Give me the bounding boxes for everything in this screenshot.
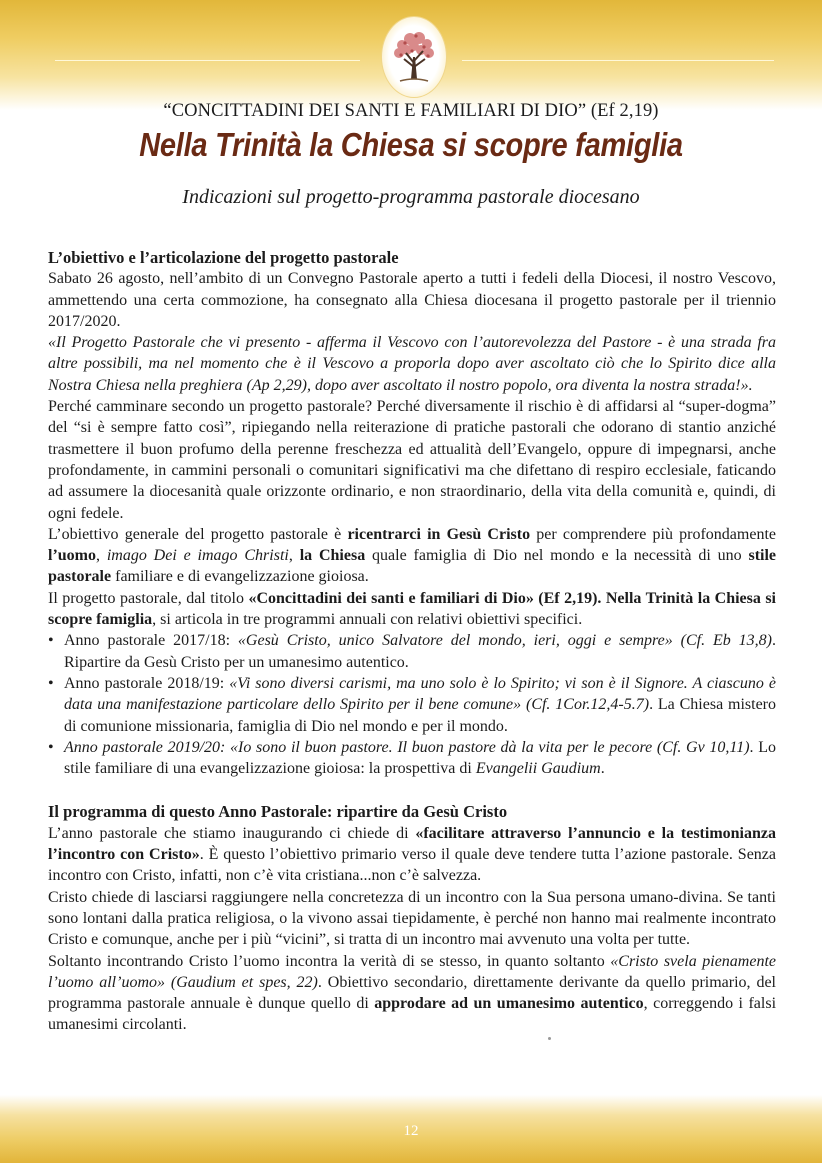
section-heading: L’obiettivo e l’articolazione del progetto pastorale xyxy=(48,248,399,267)
print-speck xyxy=(548,1037,551,1040)
bishop-quote: «Il Progetto Pastorale che vi presento - afferma il Vescovo con l’autorevolezza del Pastore - è una strada fra altre possibili, ma nel momento che è il Vescovo a proporla dopo aver ascoltato ciò che lo Spirito dice alla Nostra Chiesa nella preghiera (Ap 2,29), dopo aver ascoltato il nostro popolo, ora diventa la nostra strada!». xyxy=(48,334,776,394)
page-title: Nella Trinità la Chiesa si scopre famiglia xyxy=(139,126,683,163)
paragraph: Soltanto incontrando Cristo l’uomo incontra la verità di se stesso, in quanto soltanto «Cristo svela pienamente l’uomo all’uomo» (Gaudium et spes, 22). Obiettivo secondario, direttamente derivante da quello primario, del programma pastorale annuale è dunque quello di approdare ad un umanesimo autentico, correggendo i falsi umanesimi circolanti. xyxy=(48,952,777,1034)
tree-icon xyxy=(381,16,447,98)
paragraph: Perché camminare secondo un progetto pastorale? Perché diversamente il rischio è di affidarsi al “super-dogma” del “si è sempre fatto così”, ripiegando nella reiterazione di pratiche pastorali che odorano di stantio anziché trasmettere il buon profumo della perenne freschezza ed attualità dell’Evangelo, oppure di impegnarsi, anche profondamente, in cammini personali o comunitari significativi ma che difettano di respiro ecclesiale, faticando ad assumere la diocesanità quale orizzonte ordinario, e non straordinario, della vita della comunità e, quindi, di ogni fedele. xyxy=(48,398,776,522)
page-tagline: “CONCITTADINI DEI SANTI E FAMILIARI DI DIO” (Ef 2,19) xyxy=(163,101,659,121)
header-rule-right xyxy=(462,60,774,61)
list-item: • Anno pastorale 2019/20: «Io sono il buon pastore. Il buon pastore dà la vita per le pecore (Cf. Gv 10,11). Lo stile familiare di una evangelizzazione gioiosa: la prospettiva di Evangelii Gaudium. xyxy=(48,737,776,780)
paragraph: Sabato 26 agosto, nell’ambito di un Convegno Pastorale aperto a tutti i fedeli della Diocesi, il nostro Vescovo, ammettendo una certa commozione, ha consegnato alla Chiesa diocesana il progetto pastorale per il triennio 2017/2020. xyxy=(48,270,776,330)
header-rule-left xyxy=(55,60,360,61)
paragraph: L’anno pastorale che stiamo inaugurando ci chiede di «facilitare attraverso l’annuncio e la testimonianza l’incontro con Cristo». È questo l’obiettivo primario verso il quale deve tendere tutta l’azione pastorale. Senza incontro con Cristo, infatti, non c’è vita cristiana...non c’è salvezza. xyxy=(48,824,776,885)
paragraph: L’obiettivo generale del progetto pastorale è ricentrarci in Gesù Cristo per comprendere più profondamente l’uomo, imago Dei e imago Christi, la Chiesa quale famiglia di Dio nel mondo e la necessità di uno stile pastorale familiare e di evangelizzazione gioiosa. xyxy=(48,525,777,586)
list-item: • Anno pastorale 2017/18: «Gesù Cristo, unico Salvatore del mondo, ieri, oggi e sempre» (Cf. Eb 13,8). Ripartire da Gesù Cristo per un umanesimo autentico. xyxy=(48,630,776,673)
paragraph: Cristo chiede di lasciarsi raggiungere nella concretezza di un incontro con la Sua persona umano-divina. Se tanti sono lontani dalla pratica religiosa, o la vivono assai tiepidamente, è perché non hanno mai realmente incontrato Cristo e comunque, anche per i più “vicini”, si tratta di un incontro mai avvenuto una volta per tutte. xyxy=(48,888,776,949)
list-item: • Anno pastorale 2018/19: «Vi sono diversi carismi, ma uno solo è lo Spirito; vi son è il Signore. A ciascuno è data una manifestazione particolare dello Spirito per il bene comune» (Cf. 1Cor.12,4-5.7). La Chiesa mistero di comunione missionaria, famiglia di Dio nel mondo e per il mondo. xyxy=(48,673,776,737)
section-heading: Il programma di questo Anno Pastorale: ripartire da Gesù Cristo xyxy=(48,802,508,822)
page-number: 12 xyxy=(403,1123,419,1139)
programs-list xyxy=(48,630,776,779)
article-body xyxy=(48,247,776,1036)
paragraph: Il progetto pastorale, dal titolo «Concittadini dei santi e familiari di Dio» (Ef 2,19). Nella Trinità la Chiesa si scopre famiglia, si articola in tre programmi annuali con relativi obiettivi specifici. xyxy=(48,589,776,629)
page-subtitle: Indicazioni sul progetto-programma pastorale diocesano xyxy=(182,186,640,208)
